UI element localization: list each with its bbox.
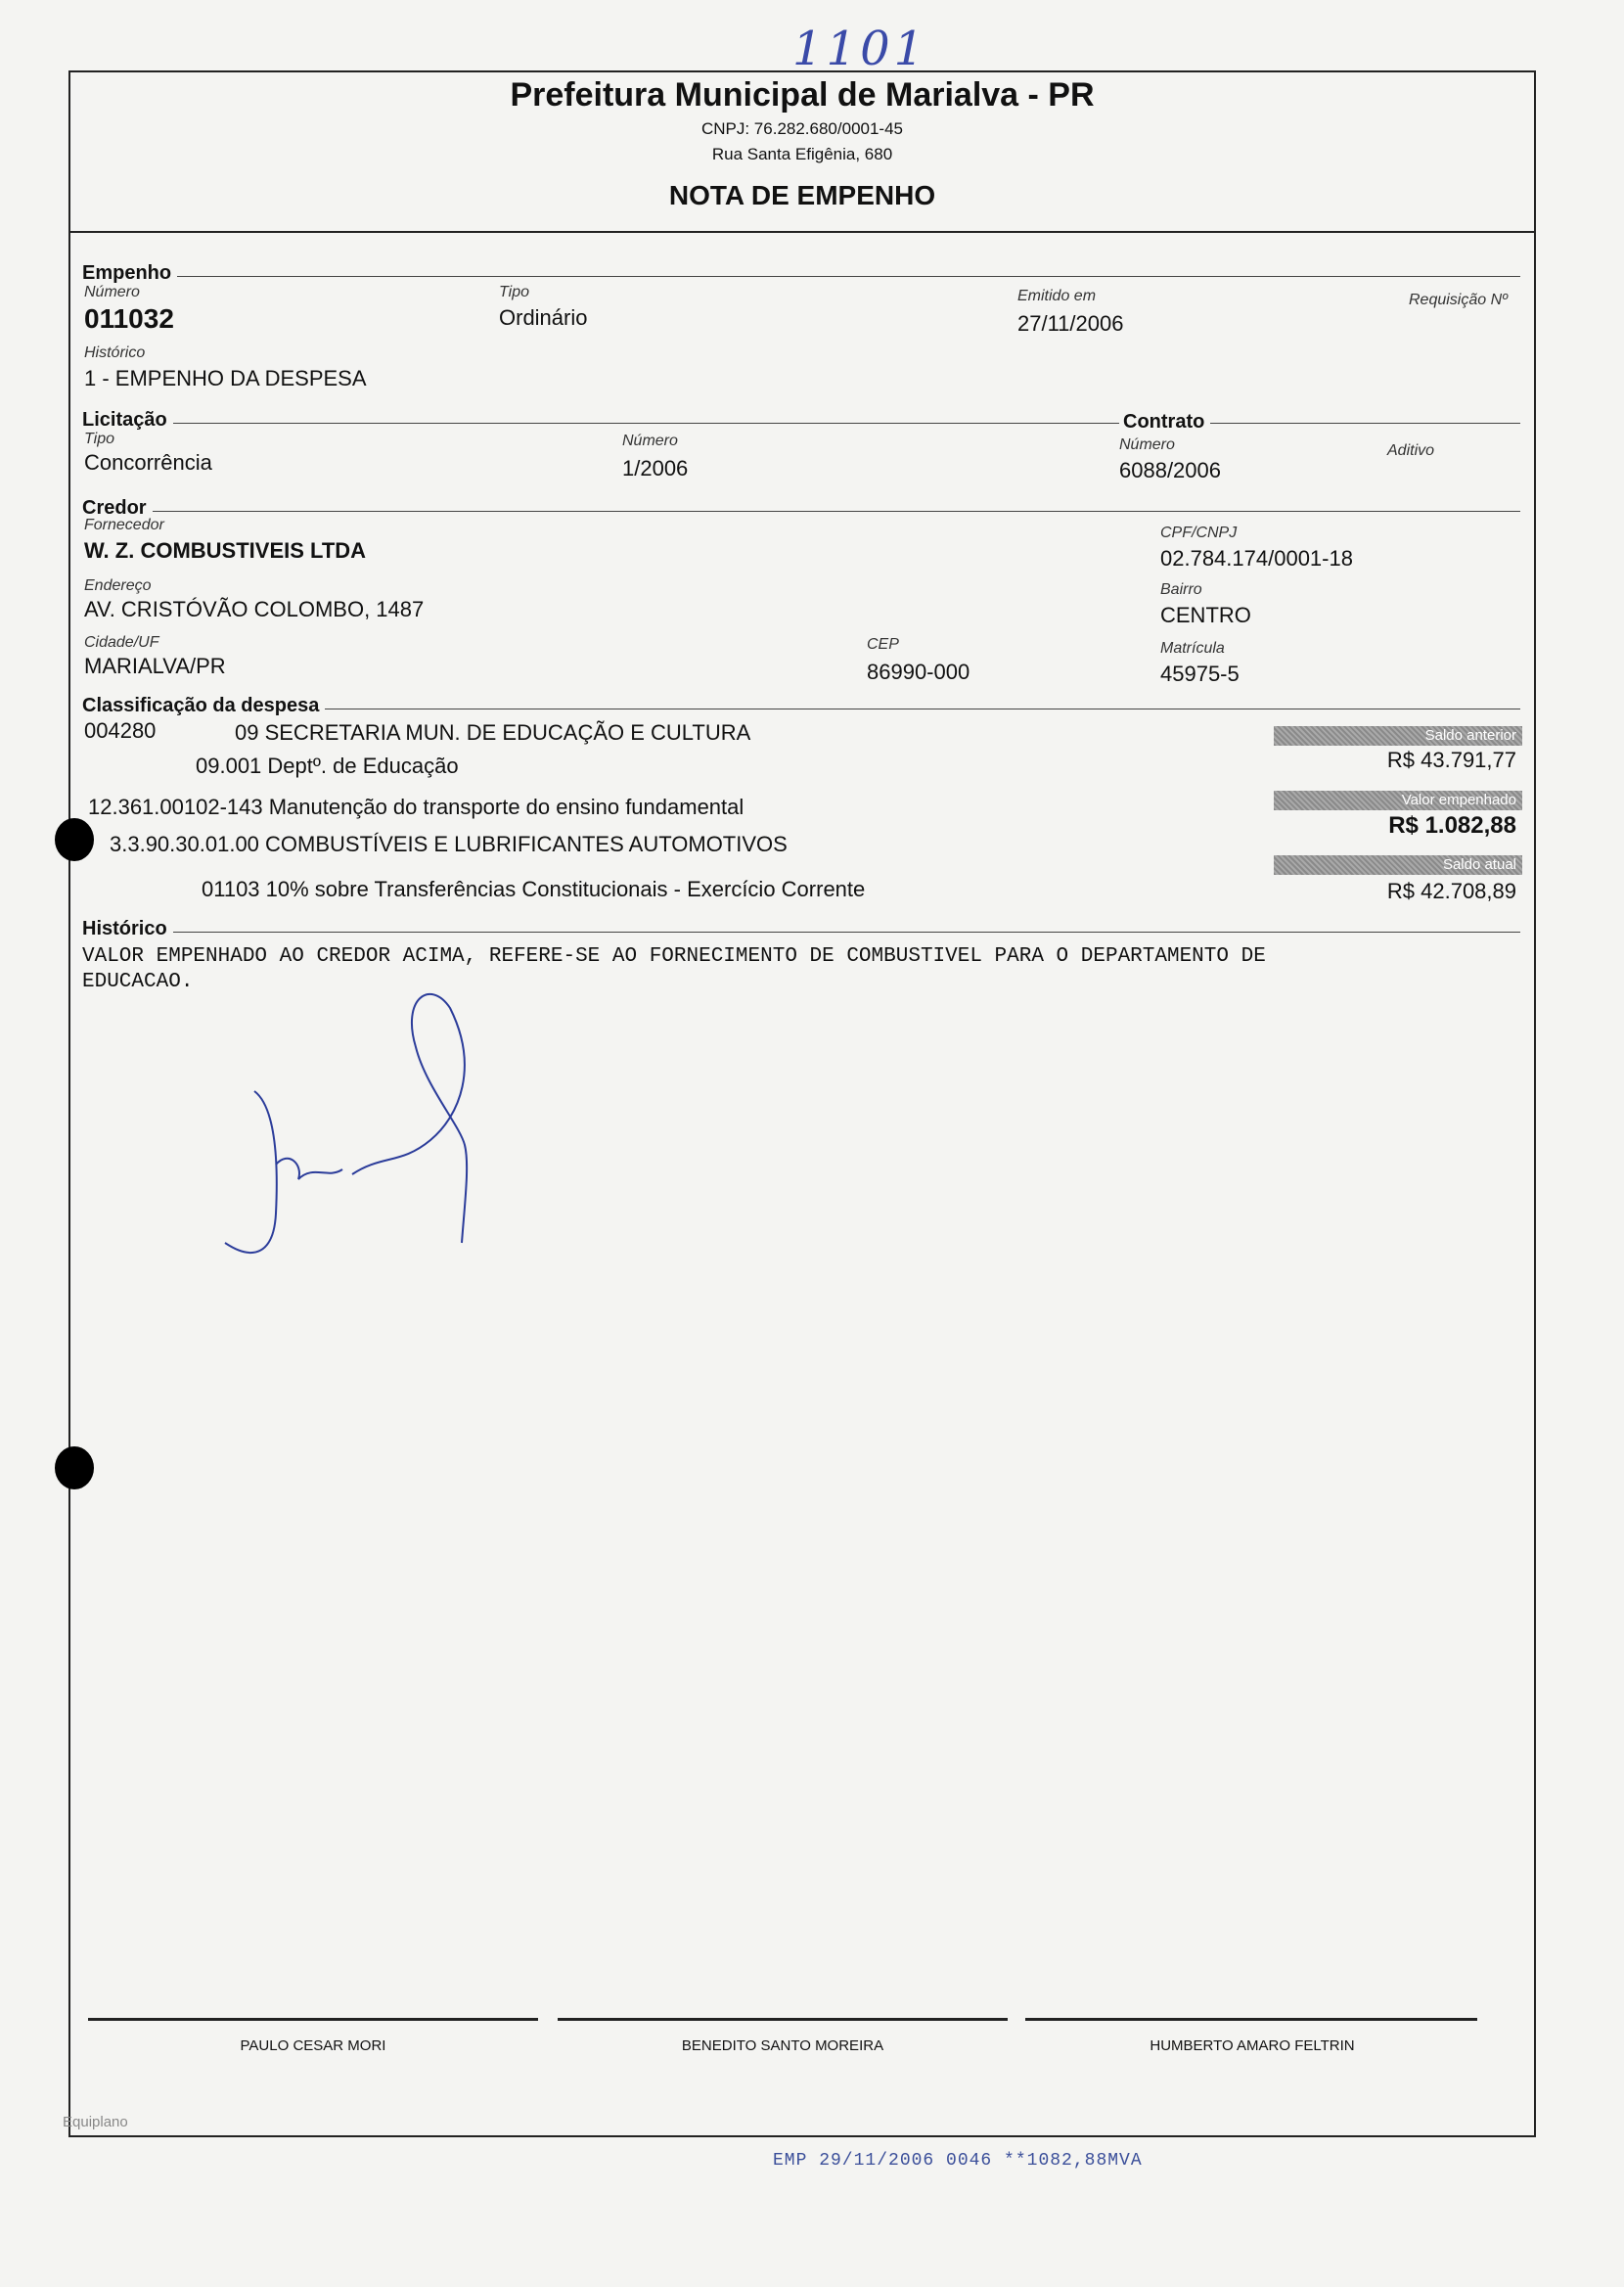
- classificacao-elemento: 3.3.90.30.01.00 COMBUSTÍVEIS E LUBRIFICANTES AUTOMOTIVOS: [110, 832, 788, 856]
- credor-endereco-label: Endereço: [84, 577, 152, 594]
- historico-rule: [82, 932, 1520, 933]
- licitacao-section-title: Licitação: [82, 409, 173, 432]
- empenho-emitido-label: Emitido em: [1017, 288, 1097, 304]
- empenho-historico-label: Histórico: [84, 344, 146, 361]
- contrato-aditivo-label: Aditivo: [1387, 442, 1435, 459]
- empenho-requisicao-label: Requisição Nº: [1409, 292, 1508, 308]
- contrato-numero-label: Número: [1119, 436, 1175, 453]
- credor-cidade: MARIALVA/PR: [84, 654, 226, 678]
- credor-bairro: CENTRO: [1160, 603, 1251, 627]
- header-cnpj: CNPJ: 76.282.680/0001-45: [700, 119, 904, 138]
- header-title: Prefeitura Municipal de Marialva - PR: [510, 76, 1095, 114]
- signature-line-3: [1025, 2018, 1477, 2021]
- empenho-numero: 011032: [84, 303, 174, 334]
- classificacao-fonte: 01103 10% sobre Transferências Constitucionais - Exercício Corrente: [202, 877, 866, 901]
- credor-rule: [82, 511, 1520, 512]
- handwritten-signature: [205, 969, 567, 1282]
- licitacao-tipo-label: Tipo: [84, 431, 114, 447]
- empenho-section-title: Empenho: [82, 262, 177, 285]
- credor-fornecedor: W. Z. COMBUSTIVEIS LTDA: [84, 538, 367, 563]
- credor-cep-label: CEP: [867, 636, 899, 653]
- signature-name-3: HUMBERTO AMARO FELTRIN: [1150, 2037, 1355, 2054]
- empenho-tipo: Ordinário: [499, 305, 588, 330]
- saldo-anterior-value: R$ 43.791,77: [1386, 748, 1516, 772]
- punch-hole-mark: [55, 1446, 94, 1489]
- credor-section-title: Credor: [82, 497, 153, 520]
- empenho-historico: 1 - EMPENHO DA DESPESA: [84, 366, 367, 390]
- header-divider: [68, 231, 1536, 233]
- handwritten-page-number: 1101: [792, 22, 928, 76]
- credor-matricula-label: Matrícula: [1160, 640, 1225, 657]
- historico-text-line2: EDUCACAO.: [82, 971, 194, 993]
- credor-fornecedor-label: Fornecedor: [84, 517, 164, 533]
- credor-cep: 86990-000: [867, 660, 970, 684]
- bank-stamp: EMP 29/11/2006 0046 **1082,88MVA: [773, 2151, 1143, 2171]
- punch-hole-mark: [55, 818, 94, 861]
- signature-line-2: [558, 2018, 1008, 2021]
- licitacao-tipo: Concorrência: [84, 450, 212, 475]
- contrato-section-title: Contrato: [1119, 411, 1210, 434]
- empenho-emitido: 27/11/2006: [1017, 311, 1124, 336]
- saldo-atual-value: R$ 42.708,89: [1386, 879, 1516, 903]
- empenho-rule: [82, 276, 1520, 277]
- credor-matricula: 45975-5: [1160, 662, 1240, 686]
- signature-name-1: PAULO CESAR MORI: [240, 2037, 386, 2054]
- historico-text-line1: VALOR EMPENHADO AO CREDOR ACIMA, REFERE-SE AO FORNECIMENTO DE COMBUSTIVEL PARA O DEPARTAMENTO DE: [82, 945, 1266, 968]
- empenho-tipo-label: Tipo: [499, 284, 529, 300]
- valor-empenhado-value: R$ 1.082,88: [1388, 812, 1516, 839]
- classificacao-secretaria: 09 SECRETARIA MUN. DE EDUCAÇÃO E CULTURA: [235, 720, 751, 745]
- licitacao-rule: [82, 423, 1520, 424]
- document-title: NOTA DE EMPENHO: [668, 180, 936, 210]
- classificacao-funcional: 12.361.00102-143 Manutenção do transporte do ensino fundamental: [88, 795, 744, 819]
- contrato-numero: 6088/2006: [1119, 458, 1221, 482]
- valor-empenhado-label: Valor empenhado: [1274, 791, 1522, 810]
- empenho-numero-label: Número: [84, 284, 140, 300]
- credor-bairro-label: Bairro: [1160, 581, 1202, 598]
- historico-section-title: Histórico: [82, 918, 173, 940]
- header-address: Rua Santa Efigênia, 680: [711, 145, 893, 163]
- saldo-anterior-label: Saldo anterior: [1274, 726, 1522, 746]
- credor-cpf: 02.784.174/0001-18: [1160, 546, 1353, 571]
- classificacao-section-title: Classificação da despesa: [82, 695, 325, 717]
- credor-endereco: AV. CRISTÓVÃO COLOMBO, 1487: [84, 597, 425, 621]
- classificacao-codigo: 004280: [84, 718, 157, 743]
- licitacao-numero: 1/2006: [622, 456, 689, 480]
- credor-cpf-label: CPF/CNPJ: [1160, 525, 1238, 541]
- classificacao-departamento: 09.001 Deptº. de Educação: [196, 754, 459, 778]
- credor-cidade-label: Cidade/UF: [84, 634, 159, 651]
- licitacao-numero-label: Número: [622, 433, 678, 449]
- signature-line-1: [88, 2018, 538, 2021]
- saldo-atual-label: Saldo atual: [1274, 855, 1522, 875]
- signature-name-2: BENEDITO SANTO MOREIRA: [681, 2037, 884, 2054]
- software-footer: Equiplano: [63, 2114, 128, 2130]
